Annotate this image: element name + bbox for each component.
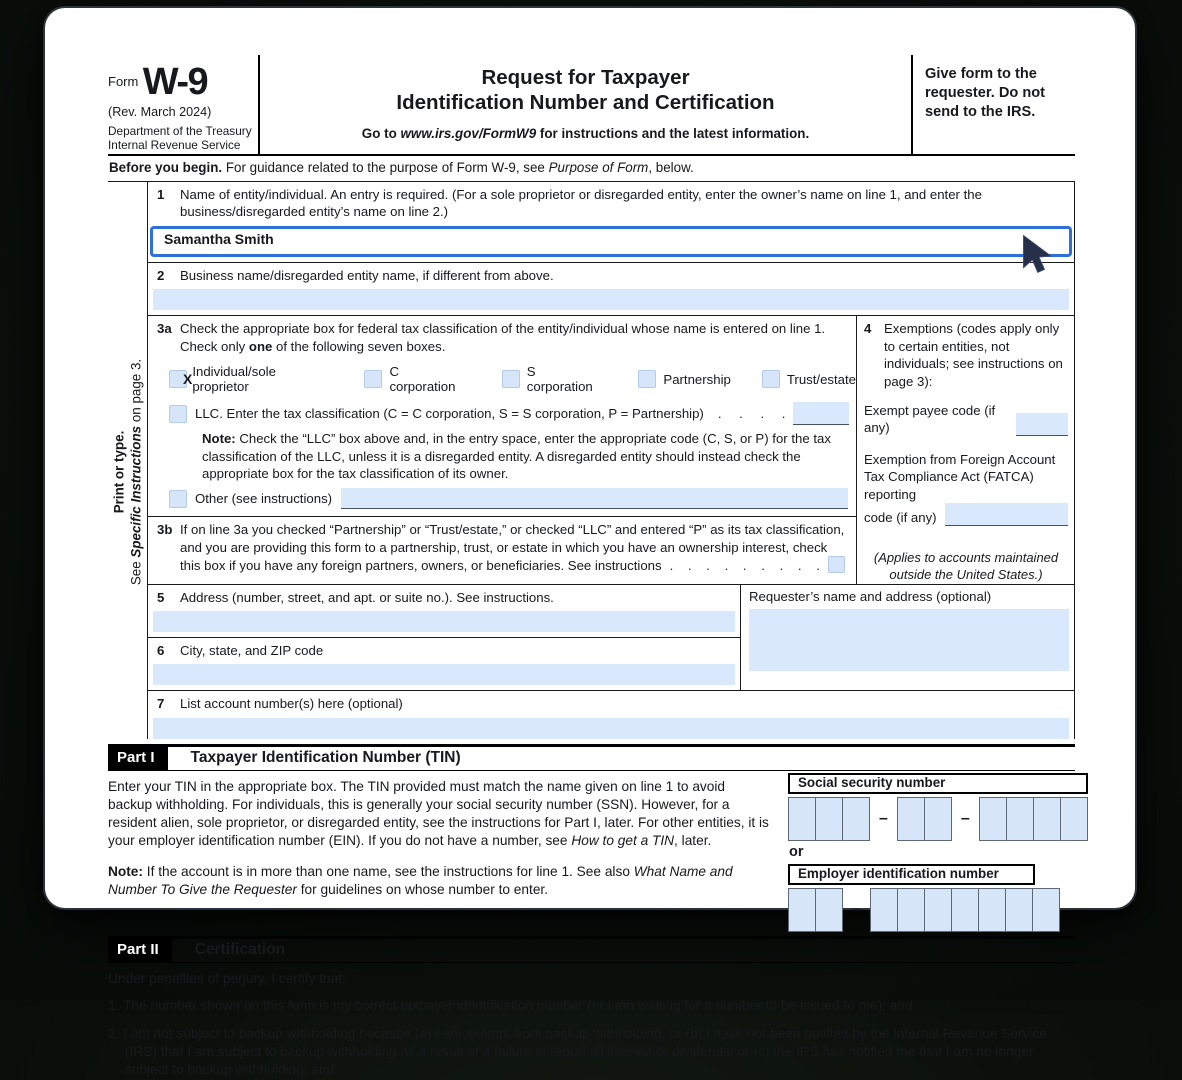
individual-label: Individual/sole proprietor [192,364,276,395]
llc-checkbox[interactable] [169,405,187,423]
treasury-dept: Department of the Treasury Internal Revenue Service [108,124,252,153]
before-you-begin: Before you begin. For guidance related to the purpose of Form W-9, see Purpose of Form, below. [108,156,1075,182]
line-1-row [148,182,1074,263]
line-6-label: 6 City, state, and ZIP code [157,642,324,658]
name-value: Samantha Smith [164,230,274,247]
ssn-cell[interactable] [1060,797,1088,841]
llc-note: Note: Check the “LLC” box above and, in the entry space, enter the appropriate code (C, S, or P) for the tax classification of the LLC, unless it is a disregarded entity. A disregarded entity should instead check the appropriate box for the tax classification of its owner. [202,431,831,481]
part1-header [108,744,1075,771]
applies-note: (Applies to accounts maintained outside the United States.) [873,549,1059,582]
tin-paragraph: Enter your TIN in the appropriate box. The TIN provided must match the name given on line 1 to avoid backup withholding. For individuals, this is generally your social security number (SSN). However, for a resident alien, sole proprietor, or disregarded entity, see the instructions for Part I, later. For other entities, it is your employer identification number (EIN). If you do not have a number, see How to get a TIN, later. [108,778,769,849]
checkbox-item-c-corp [364,364,460,394]
certification-item-2: 2. I am not subject to backup withholding because (a) I am exempt from backup withholding, or (b) I have not been notified by the Internal Revenue Service (IRS) that I am subject to backup withholding as a result of a failure to report all interest or dividends, or (c) the IRS has notified me that I am no longer subject to backup withholding; and [108,1025,1047,1078]
w9-form-page [45,8,1135,1078]
other-checkbox[interactable] [169,490,187,508]
certification-item-1: 1. The number shown on this form is my correct taxpayer identification number (or I am waiting for a number to be issued to me); and [108,998,913,1014]
print-or-type-label: Print or type. See Specific Instructions on page 3. [111,358,144,585]
checkbox-item-partnership [638,370,730,388]
line-1-label: 1 Name of entity/individual. An entry is required. (For a sole proprietor or disregarded entity, enter the owner’s name on line 1, and enter the business/disregarded entity’s name on line 2.) [157,187,982,220]
line-4-column [856,316,1074,583]
tin-note: Note: If the account is in more than one name, see the instructions for line 1. See also What Name and Number To Give the Requester for guidelines on whose number to enter. [108,864,733,898]
part1-title: Taxpayer Identification Number (TIN) [190,749,461,767]
ein-cell[interactable] [897,888,925,932]
s-corporation-checkbox[interactable] [502,370,520,388]
form-title-block [258,55,913,154]
tin-entry-column [788,774,1088,934]
certification-section [108,970,1075,1080]
partnership-label: Partnership [663,371,731,387]
ssn-cells [788,797,1088,841]
ein-label-box: Employer identification number [788,864,1035,885]
line-5-label: 5 Address (number, street, and apt. or suite no.). See instructions. [157,589,554,605]
requester-column [740,585,1074,691]
form-word: Form [108,74,139,89]
line-3b-block [148,516,856,580]
form-revision: (Rev. March 2024) [108,105,212,119]
checkbox-item-trust [762,370,856,388]
form-fields-table [111,182,1075,739]
ssn-cell[interactable] [979,797,1007,841]
line-7-label: 7 List account number(s) here (optional) [157,696,403,712]
form-title: Request for Taxpayer Identification Number and Certification [396,66,775,114]
ssn-cell[interactable] [842,797,870,841]
checkbox-item-s-corp [502,364,598,394]
part2-header [108,936,1075,963]
ein-cell[interactable] [870,888,898,932]
line-5-block [148,585,740,638]
print-or-type-gutter [108,182,148,739]
exempt-payee-input[interactable] [1016,413,1068,436]
classification-section [148,316,1074,584]
part2-chip: Part II [108,939,172,962]
form-id-block [108,55,258,154]
llc-code-input[interactable] [793,402,849,425]
give-form-note: Give form to the requester. Do not send to the IRS. [925,66,1046,120]
address-column [148,585,740,691]
ssn-cell[interactable] [788,797,816,841]
ssn-cell[interactable] [897,797,925,841]
s-corporation-label: S corporation [526,364,593,395]
goto-instructions: Go to www.irs.gov/FormW9 for instructions and the latest information. [361,126,810,141]
ssn-dash: – [960,809,970,827]
ssn-cell[interactable] [815,797,843,841]
trust-estate-label: Trust/estate [786,371,856,387]
other-row [148,484,856,516]
name-input[interactable] [150,226,1072,257]
checkbox-item-individual [169,364,323,394]
ssn-dash: – [879,809,888,827]
line-4-label: 4 Exemptions (codes apply only to certain entities, not individuals; see instructions on page 3): [864,321,1063,389]
ein-cell[interactable] [924,888,952,932]
part2-title: Certification [194,941,286,959]
exempt-payee-row [864,402,1068,436]
other-label: Other (see instructions) [195,491,333,507]
part1-body [108,771,1075,934]
line-3a-block [148,316,856,516]
part1-chip: Part I [108,747,168,770]
ein-cell[interactable] [788,888,816,932]
requester-input[interactable] [749,609,1069,671]
form-header [108,55,1075,154]
llc-row [148,398,856,429]
city-state-zip-input[interactable] [153,664,735,685]
other-input[interactable] [341,488,848,509]
line-3b-label: 3b If on line 3a you checked “Partnership” or “Trust/estate,” or checked “LLC” and entered “P” as its tax classification, and you are providing this form to a partnership, trust, or estate in which you have an ownership interest, check this box if you have any foreign partners, owners, or beneficiaries. See instructions . . . . . . . . . [157,522,845,574]
checkbox-x-mark: X [183,371,193,388]
ssn-cell[interactable] [1006,797,1034,841]
ein-dash: – [852,900,861,918]
business-name-input[interactable] [153,289,1069,310]
line-2-row [148,263,1074,316]
or-label: or [789,843,804,860]
ssn-cell[interactable] [924,797,952,841]
mouse-cursor [1019,234,1055,279]
irs-url: www.irs.gov/FormW9 [400,126,537,141]
ein-cell[interactable] [978,888,1006,932]
trust-estate-checkbox[interactable] [762,370,780,388]
line-3-column [148,316,856,583]
ein-cell[interactable] [951,888,979,932]
ein-cells [788,888,1088,932]
fatca-block: Exemption from Foreign Account Tax Compliance Act (FATCA) reporting code (if any) [864,451,1068,525]
fatca-label: Exemption from Foreign Account Tax Compliance Act (FATCA) reporting [864,452,1056,502]
address-section [148,585,1074,692]
part1-instructions [108,778,771,934]
ssn-label-box: Social security number [788,773,1088,794]
requester-label: Requester’s name and address (optional) [749,588,992,604]
form-number: W-9 [142,61,208,103]
ein-cell[interactable] [1005,888,1033,932]
partnership-checkbox[interactable] [638,370,656,388]
line-7-row [148,691,1074,738]
c-corporation-checkbox[interactable] [364,370,382,388]
c-corporation-label: C corporation [389,364,456,395]
address-input[interactable] [153,611,735,632]
llc-label: LLC. Enter the tax classification (C = C corporation, S = S corporation, P = Partnership) [195,406,704,422]
llc-dot-leader: . . . . [717,406,786,422]
classification-checkboxes [148,360,856,398]
ein-cell[interactable] [815,888,843,932]
ein-cell[interactable] [1032,888,1060,932]
certification-intro: Under penalties of perjury, I certify that: [108,970,346,986]
ssn-cell[interactable] [1033,797,1061,841]
account-numbers-input[interactable] [153,718,1069,739]
line-3a-label: 3a Check the appropriate box for federal tax classification of the entity/individual whose name is entered on line 1. Check only one of the following seven boxes. [157,321,826,354]
fatca-code-input[interactable] [945,503,1068,526]
line-2-label: 2 Business name/disregarded entity name, if different from above. [157,267,554,283]
foreign-partners-checkbox[interactable] [828,556,845,573]
exempt-payee-label: Exempt payee code (if any) [864,402,996,436]
line-6-block [148,638,740,685]
